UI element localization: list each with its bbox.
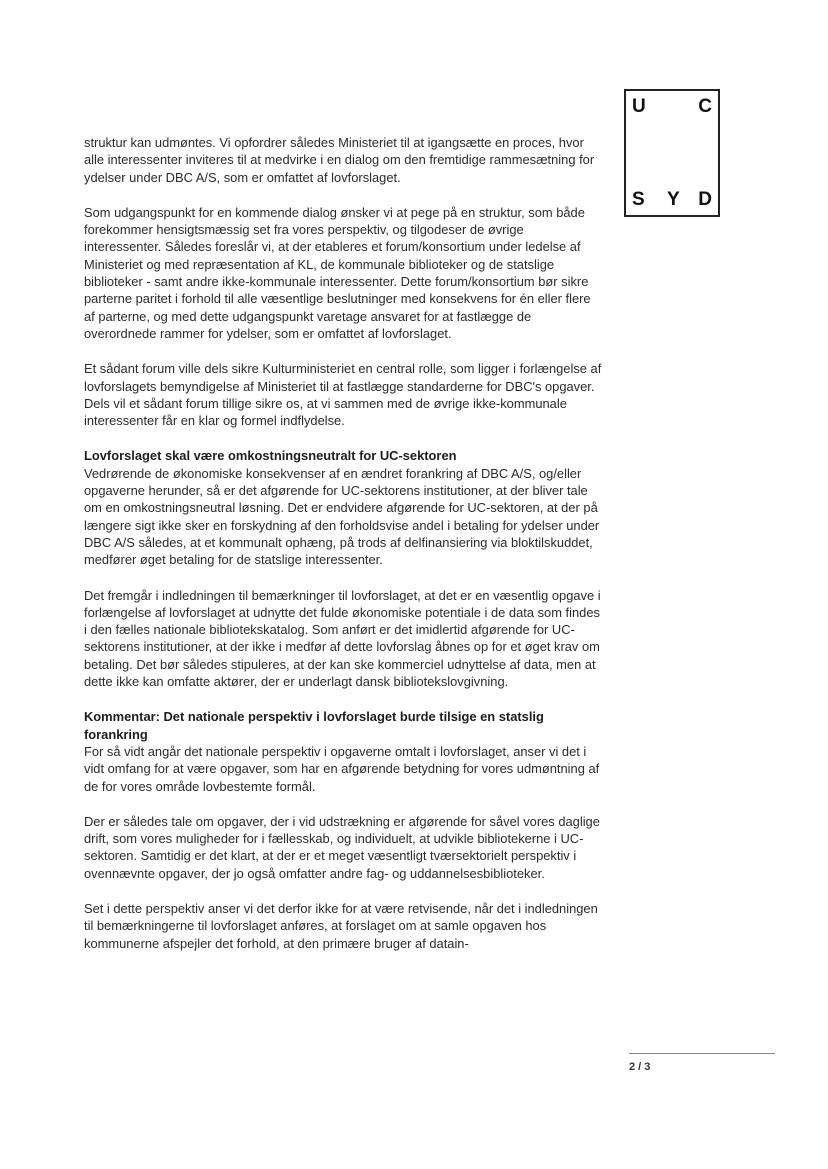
logo-letter-d: D [698,189,712,210]
paragraph-8: Set i dette perspektiv anser vi det derfor ikke for at være retvisende, når det i indledningen til bemærkningerne til lovforslaget anføres, at forslaget om at samle opgaven hos kommunerne afspejler det forhold, at den primære bruger af datain- [84,900,598,951]
paragraph-3: Et sådant forum ville dels sikre Kulturministeriet en central rolle, som ligger i forlængelse af lovforslagets bemyndigelse af Ministeriet til at fastlægge standarderne for DBC's opgaver. Dels vil et sådant forum tillige sikre os, at vi sammen med de øvrige ikke-kommunale interessenter får en klar og formel indflydelse. [84,361,602,429]
page-number: 2 / 3 [629,1061,651,1073]
paragraph-4: Vedrørende de økonomiske konsekvenser af en ændret forankring af DBC A/S, og/eller opgaverne herunder, så er det afgørende for UC-sektorens institutioner, at der bliver tale om en omkostningsneutral løsning. Det er endvidere afgørende for UC-sektoren, at der på længere sigt ikke sker en forskydning af den forholdsvise andel i betaling for ydelser under DBC A/S således, at et kommunalt ophæng, på trods af delfinansiering via bloktilskuddet, medfører øget betaling for de statslige interessenter. [84,465,600,568]
uc-syd-logo [624,89,720,217]
logo-letter-c: C [698,96,712,117]
document-body [84,134,604,970]
section-heading-2: Kommentar: Det nationale perspektiv i lovforslaget burde tilsige en statslig forankring [84,709,544,742]
logo-letter-y: Y [667,189,680,210]
paragraph-7: Der er således tale om opgaver, der i vid udstrækning er afgørende for såvel vores daglige drift, som vores muligheder for i fællesskab, og individuelt, at udvikle bibliotekerne i UC-sektoren. Samtidig er det klart, at der er et meget væsentligt tværsektorielt perspektiv i ovennævnte opgaver, der jo også omfatter andre fag- og uddannelsesbiblioteker. [84,813,600,881]
section-heading-1: Lovforslaget skal være omkostningsneutralt for UC-sektoren [84,448,457,464]
logo-letter-s: S [632,189,645,210]
paragraph-5: Det fremgår i indledningen til bemærkninger til lovforslaget, at det er en væsentlig opgave i forlængelse af lovforslaget at udnytte det fulde økonomiske potentiale i de data som findes i den fælles nationale bibliotekskatalog. Som anført er det imidlertid afgørende for UC-sektorens institutioner, at der ikke i medfør af dette lovforslag åbnes op for et øget krav om betaling. Det bør således stipuleres, at der kan ske kommerciel udnyttelse af data, men at dette ikke kan omfatte aktører, der er underlagt dansk bibliotekslovgivning. [84,587,601,690]
paragraph-6: For så vidt angår det nationale perspektiv i opgaverne omtalt i lovforslaget, anser vi det i vidt omfang for at være opgaver, som har en afgørende betydning for vores udmøntning af de for vores område lovbestemte formål. [84,743,600,794]
logo-letter-u: U [632,96,646,117]
paragraph-2: Som udgangspunkt for en kommende dialog ønsker vi at pege på en struktur, som både forekommer hensigtsmæssig set fra vores perspektiv, og tilgodeser de øvrige interessenter. Således foreslår vi, at der etableres et forum/konsortium under ledelse af Ministeriet og med repræsentation af KL, de kommunale biblioteker og de statslige biblioteker - samt andre ikke-kommunale interessenter. Dette forum/konsortium bør sikre parterne paritet i forhold til alle væsentlige beslutninger med konsekvens for én eller flere af parterne, og med dette udgangspunkt varetage ansvaret for at fastlægge de overordnede rammer for ydelser, som er omfattet af lovforslaget. [84,204,591,341]
paragraph-1: struktur kan udmøntes. Vi opfordrer således Ministeriet til at igangsætte en proces, hvor alle interessenter inviteres til at medvirke i en dialog om den fremtidige rammesætning for ydelser under DBC A/S, som er omfattet af lovforslaget. [84,135,595,185]
footer-divider [629,1053,775,1054]
